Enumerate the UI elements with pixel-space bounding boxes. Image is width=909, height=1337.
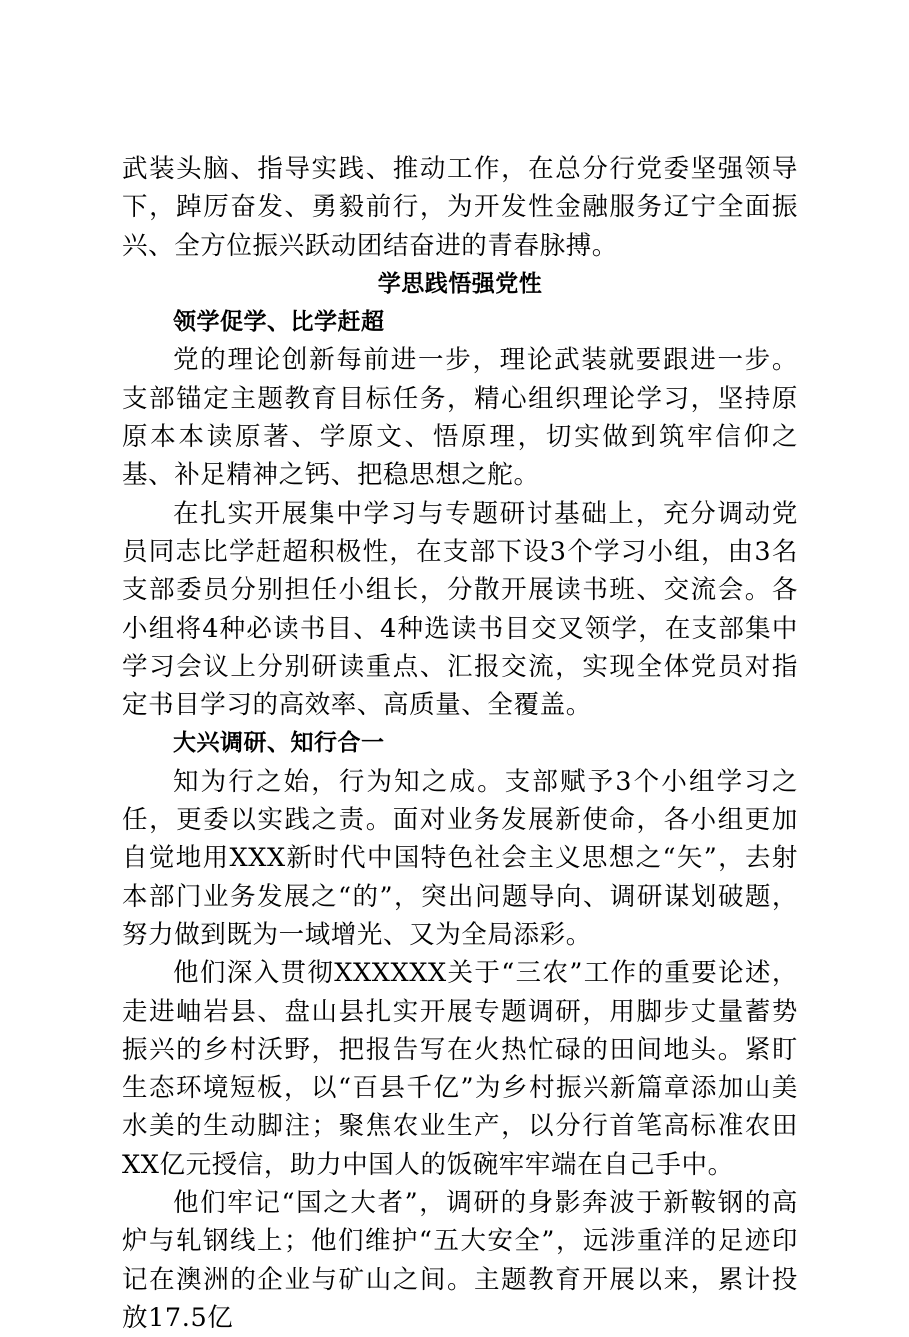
body-paragraph: 党的理论创新每前进一步，理论武装就要跟进一步。支部锚定主题教育目标任务，精心组织理论学习，坚持原原本本读原著、学原文、悟原理，切实做到筑牢信仰之基、补足精神之钙、把稳思想之舵。 [122, 345, 798, 491]
body-paragraph: 武装头脑、指导实践、推动工作，在总分行党委坚强领导下，踔厉奋发、勇毅前行，为开发性金融服务辽宁全面振兴、全方位振兴跃动团结奋进的青春脉搏。 [122, 154, 798, 261]
body-paragraph: 在扎实开展集中学习与专题研讨基础上，充分调动党员同志比学赶超积极性，在支部下设3个学习小组，由3名支部委员分别担任小组长，分散开展读书班、交流会。各小组将4种必读书目、4种选读书目交叉领学，在支部集中学习会议上分别研读重点、汇报交流，实现全体党员对指定书目学习的高效率、高质量、全覆盖。 [122, 498, 798, 721]
body-paragraph: 知为行之始，行为知之成。支部赋予3个小组学习之任，更委以实践之责。面对业务发展新使命，各小组更加自觉地用XXX新时代中国特色社会主义思想之“矢”，去射本部门业务发展之“的”，突出问题导向、调研谋划破题，努力做到既为一域增光、又为全局添彩。 [122, 766, 798, 950]
section-title: 学思践悟强党性 [377, 270, 543, 297]
subsection-heading: 大兴调研、知行合一 [173, 730, 385, 757]
body-paragraph: 他们深入贯彻XXXXXX关于“三农”工作的重要论述，走进岫岩县、盘山县扎实开展专题调研，用脚步丈量蓄势振兴的乡村沃野，把报告写在火热忙碌的田间地头。紧盯生态环境短板，以“百县千亿”为乡村振兴新篇章添加山美水美的生动脚注；聚焦农业生产，以分行首笔高标准农田XX亿元授信，助力中国人的饭碗牢牢端在自己手中。 [122, 958, 798, 1180]
body-paragraph: 他们牢记“国之大者”，调研的身影奔波于新鞍钢的高炉与轧钢线上；他们维护“五大安全”，远涉重洋的足迹印记在澳洲的企业与矿山之间。主题教育开展以来，累计投放17.5亿 [122, 1188, 798, 1333]
subsection-heading: 领学促学、比学赶超 [173, 309, 385, 336]
document-page [122, 150, 798, 1337]
